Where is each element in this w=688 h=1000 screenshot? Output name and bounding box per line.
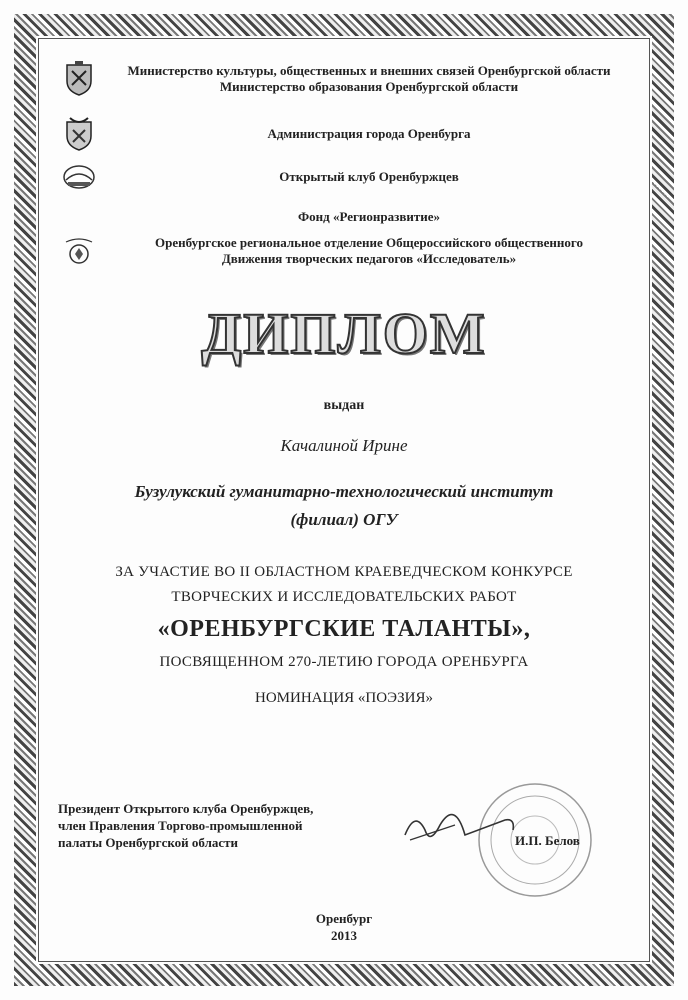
year: 2013 xyxy=(331,928,357,943)
club-text: Открытый клуб Оренбуржцев xyxy=(279,169,459,184)
diploma-title: ДИПЛОМ xyxy=(201,301,487,366)
award-line2: ТВОРЧЕСКИХ И ИССЛЕДОВАТЕЛЬСКИХ РАБОТ xyxy=(171,589,517,605)
institution-line2: (филиал) ОГУ xyxy=(290,510,398,529)
award-text xyxy=(40,560,648,610)
city-coat-of-arms-icon xyxy=(60,115,98,153)
recipient-name: Качалиной Ирине xyxy=(280,436,408,455)
header-admin xyxy=(60,115,640,153)
org-line1: Оренбургское региональное отделение Общероссийского общественного xyxy=(155,235,583,250)
header-club xyxy=(60,158,640,196)
header-ministries xyxy=(60,60,640,98)
signatory-title xyxy=(58,800,398,851)
signatory-line2: член Правления Торгово-промышленной xyxy=(58,818,303,833)
footer xyxy=(40,910,648,944)
signatory-line1: Президент Открытого клуба Оренбуржцев, xyxy=(58,801,314,816)
ministry-culture: Министерство культуры, общественных и внешних связей Оренбургской области xyxy=(127,63,611,78)
ministry-education: Министерство образования Оренбургской области xyxy=(219,79,519,94)
oblast-coat-of-arms-icon xyxy=(60,60,98,98)
header-org xyxy=(60,232,640,270)
nomination: НОМИНАЦИЯ «ПОЭЗИЯ» xyxy=(254,690,434,706)
city: Оренбург xyxy=(315,911,373,926)
header-fund xyxy=(60,198,640,236)
admin-text: Администрация города Оренбурга xyxy=(267,126,471,141)
signatory-line3: палаты Оренбургской области xyxy=(58,835,239,850)
award-line1: ЗА УЧАСТИЕ ВО II ОБЛАСТНОМ КРАЕВЕДЧЕСКОМ КОНКУРСЕ xyxy=(115,564,573,580)
signatory-name: И.П. Белов xyxy=(515,833,580,848)
researcher-logo-icon xyxy=(60,232,98,270)
fund-text: Фонд «Регионразвитие» xyxy=(297,209,441,224)
contest-name: «ОРЕНБУРГСКИЕ ТАЛАНТЫ», xyxy=(157,616,531,642)
institution xyxy=(40,478,648,534)
org-line2: Движения творческих педагогов «Исследователь» xyxy=(221,251,517,266)
award-line3: ПОСВЯЩЕННОМ 270-ЛЕТИЮ ГОРОДА ОРЕНБУРГА xyxy=(159,654,529,670)
club-logo-icon xyxy=(60,158,98,196)
issued-label: выдан xyxy=(323,398,365,413)
institution-line1: Бузулукский гуманитарно-технологический институт xyxy=(134,482,554,501)
